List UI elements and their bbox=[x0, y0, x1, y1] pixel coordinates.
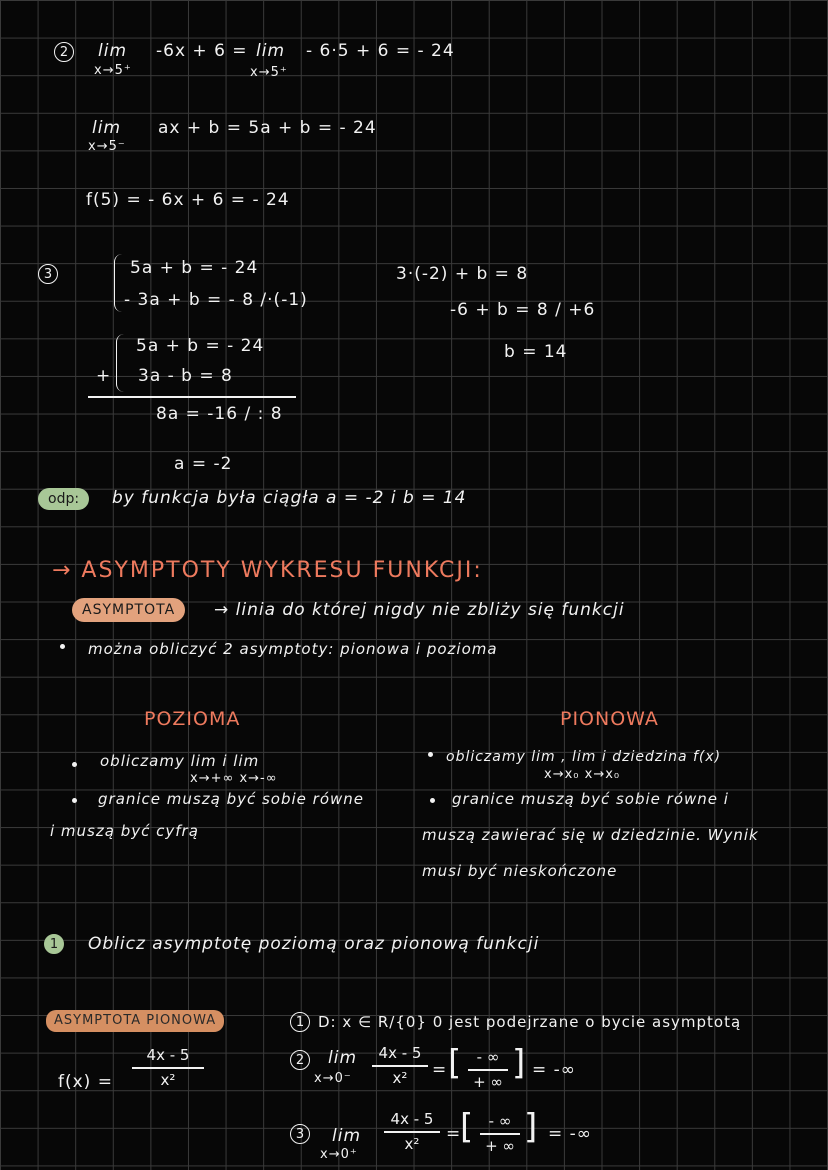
fraction-denominator: + ∞ bbox=[473, 1072, 503, 1091]
pionowa-bullet-2: granice muszą być sobie równe i bbox=[452, 790, 729, 808]
limit-result: - 6·5 + 6 = - 24 bbox=[306, 41, 455, 61]
limit-result: = -∞ bbox=[548, 1124, 592, 1144]
function-label: f(x) = bbox=[58, 1072, 113, 1092]
pionowa-title: PIONOWA bbox=[560, 708, 659, 730]
sum-equation: 8a = -16 / : 8 bbox=[156, 404, 283, 424]
limit-expression: ax + b = 5a + b = - 24 bbox=[158, 118, 377, 138]
equation: 5a + b = - 24 bbox=[130, 258, 259, 278]
a-result: a = -2 bbox=[174, 454, 233, 474]
limit-fraction bbox=[372, 1046, 428, 1086]
fraction-numerator: 4x - 5 bbox=[146, 1046, 190, 1064]
fraction-bar bbox=[384, 1131, 440, 1133]
left-bracket: [ bbox=[448, 1043, 462, 1083]
lim-label: lim bbox=[332, 1126, 362, 1146]
exercise-text: Oblicz asymptotę poziomą oraz pionową funkcji bbox=[88, 934, 540, 954]
equation: 5a + b = - 24 bbox=[136, 336, 265, 356]
asymptote-count-text: można obliczyć 2 asymptoty: pionowa i pozioma bbox=[88, 640, 498, 658]
fraction-numerator: - ∞ bbox=[488, 1112, 512, 1130]
definition-text: → linia do której nigdy nie zbliży się funkcji bbox=[214, 600, 625, 620]
right-bracket: ] bbox=[524, 1107, 538, 1147]
bracket-fraction bbox=[480, 1114, 520, 1154]
left-bracket: [ bbox=[460, 1107, 474, 1147]
lim-subscript: x→0⁺ bbox=[320, 1147, 358, 1162]
pionowa-bullet-1: obliczamy lim , lim i dziedzina f(x) bbox=[446, 749, 722, 765]
pionowa-bullet-2-cont: muszą zawierać się w dziedzinie. Wynik bbox=[422, 826, 759, 844]
lim-label: lim bbox=[92, 118, 122, 138]
pozioma-bullet-1: obliczamy lim i lim bbox=[100, 752, 260, 770]
bullet bbox=[72, 798, 77, 803]
asymptote-tag: ASYMPTOTA PIONOWA bbox=[46, 1010, 224, 1032]
limit-fraction bbox=[384, 1112, 440, 1152]
answer-text: by funkcja była ciągła a = -2 i b = 14 bbox=[112, 488, 467, 508]
pionowa-bullet-2-cont2: musi być nieskończone bbox=[422, 862, 618, 880]
bullet bbox=[72, 762, 77, 767]
fraction-bar bbox=[372, 1065, 428, 1067]
pozioma-bullet-2: granice muszą być sobie równe bbox=[98, 790, 365, 808]
function-fraction bbox=[132, 1048, 204, 1088]
bracket-fraction bbox=[468, 1050, 508, 1090]
fraction-bar bbox=[480, 1133, 520, 1135]
step-number: 1 bbox=[290, 1012, 310, 1032]
fraction-numerator: 4x - 5 bbox=[390, 1110, 434, 1128]
bullet bbox=[60, 644, 65, 649]
limit-result: = -∞ bbox=[532, 1060, 576, 1080]
lim-subscript: x→5⁺ bbox=[250, 65, 288, 80]
bullet bbox=[430, 798, 435, 803]
fraction-numerator: 4x - 5 bbox=[378, 1044, 422, 1062]
step-number: 3 bbox=[290, 1124, 310, 1144]
lim-subscript: x→x₀ x→x₀ bbox=[544, 767, 621, 782]
substitution: 3·(-2) + b = 8 bbox=[396, 264, 529, 284]
lim-subscript: x→5⁺ bbox=[94, 63, 132, 78]
answer-tag: odp: bbox=[38, 488, 89, 510]
fraction-denominator: + ∞ bbox=[485, 1136, 515, 1155]
limit-expression: -6x + 6 = bbox=[156, 41, 248, 61]
sum-line bbox=[88, 396, 296, 398]
fraction-bar bbox=[132, 1067, 204, 1069]
b-result: b = 14 bbox=[504, 342, 568, 362]
equals-sign: = bbox=[432, 1060, 448, 1080]
lim-subscript: x→+∞ x→-∞ bbox=[190, 771, 278, 786]
substitution: -6 + b = 8 / +6 bbox=[450, 300, 596, 320]
pozioma-bullet-2-cont: i muszą być cyfrą bbox=[50, 822, 199, 840]
right-bracket: ] bbox=[512, 1043, 526, 1083]
exercise-number: 1 bbox=[44, 934, 64, 954]
fraction-denominator: x² bbox=[404, 1134, 420, 1153]
pozioma-title: POZIOMA bbox=[144, 708, 241, 730]
system-brace bbox=[116, 334, 127, 392]
fraction-numerator: - ∞ bbox=[476, 1048, 500, 1066]
bullet bbox=[428, 752, 433, 757]
step-number-2: 2 bbox=[54, 42, 74, 62]
equation: 3a - b = 8 bbox=[138, 366, 233, 386]
lim-label: lim bbox=[256, 41, 286, 61]
lim-subscript: x→5⁻ bbox=[88, 139, 126, 154]
fraction-bar bbox=[468, 1069, 508, 1071]
section-heading: → ASYMPTOTY WYKRESU FUNKCJI: bbox=[52, 558, 483, 583]
step-number: 2 bbox=[290, 1050, 310, 1070]
equals-sign: = bbox=[446, 1124, 462, 1144]
domain-statement: D: x ∈ R/{0} 0 jest podejrzane o bycie asymptotą bbox=[318, 1013, 742, 1031]
fraction-denominator: x² bbox=[160, 1070, 176, 1089]
plus-sign: + bbox=[96, 366, 112, 386]
lim-label: lim bbox=[98, 41, 128, 61]
lim-subscript: x→0⁻ bbox=[314, 1071, 352, 1086]
step-number-3: 3 bbox=[38, 264, 58, 284]
function-value: f(5) = - 6x + 6 = - 24 bbox=[86, 190, 290, 210]
lim-label: lim bbox=[328, 1048, 358, 1068]
fraction-denominator: x² bbox=[392, 1068, 408, 1087]
definition-tag: ASYMPTOTA bbox=[72, 598, 185, 622]
equation: - 3a + b = - 8 /·(-1) bbox=[124, 290, 308, 310]
